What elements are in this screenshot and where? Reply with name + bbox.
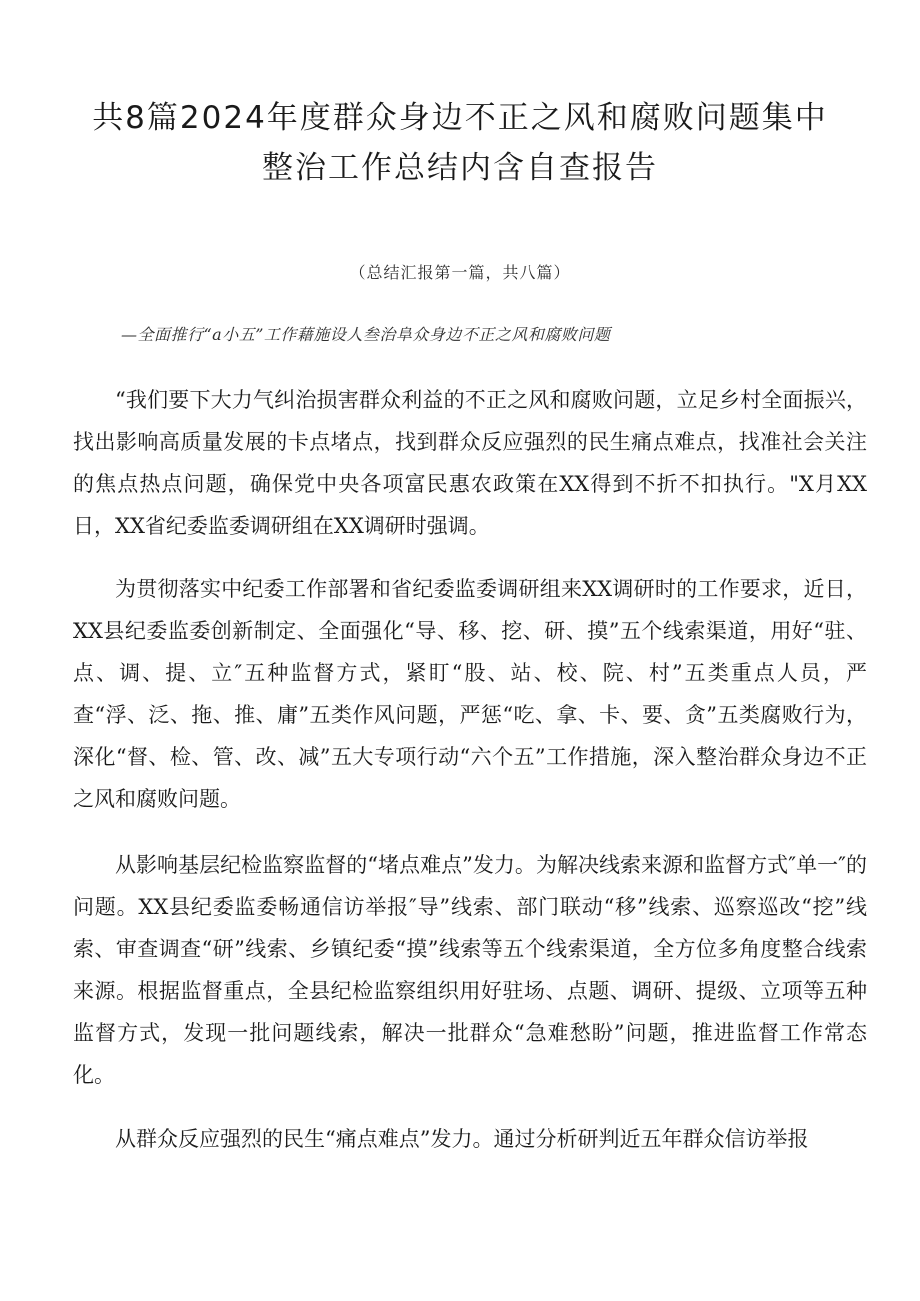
document-title-line-1: 共8篇2024年度群众身边不正之风和腐败问题集中 [92,100,828,136]
paragraph-1: “我们要下大力气纠治损害群众利益的不正之风和腐败问题，立足乡村全面振兴，找出影响高质量发展的卡点堵点，找到群众反应强烈的民生痛点难点，找准社会关注的焦点热点问题，确保党中央各项富民惠农政策在XX得到不折不扣执行。"X月XX日，XX省纪委监委调研组在XX调研时强调。 [73,388,867,538]
document-subtitle: （总结汇报第一篇，共八篇） [349,263,571,282]
paragraph-4: 从群众反应强烈的民生“痛点难点”发力。通过分析研判近五年群众信访举报 [115,1127,809,1151]
paragraph-3: 从影响基层纪检监察监督的“堵点难点”发力。为解决线索来源和监督方式″单一″的问题。XX县纪委监委畅通信访举报″导”线索、部门联动“移”线索、巡察巡改“挖”线索、审查调查“研”线索、乡镇纪委“摸”线索等五个线索渠道，全方位多角度整合线索来源。根据监督重点，全县纪检监察组织用好驻场、点题、调研、提级、立项等五种监督方式，发现一批问题线索，解决一批群众“急难愁盼”问题，推进监督工作常态化。 [73,853,867,1087]
document-title-line-2: 整治工作总结内含自查报告 [262,150,658,186]
section-heading: —全面推行“a小五”工作藉施设人叁治阜众身边不正之风和腐败问题 [121,325,611,344]
paragraph-2: 为贯彻落实中纪委工作部署和省纪委监委调研组来XX调研时的工作要求，近日，XX县纪委监委创新制定、全面强化“导、移、挖、研、摸”五个线索渠道，用好“驻、点、调、提、立″五种监督方式，紧盯“股、站、校、院、村”五类重点人员，严查“浮、泛、拖、推、庸”五类作风问题，严惩“吃、拿、卡、要、贪”五类腐败行为，深化“督、检、管、改、减”五大专项行动“六个五”工作措施，深入整治群众身边不正之风和腐败问题。 [73,577,867,811]
